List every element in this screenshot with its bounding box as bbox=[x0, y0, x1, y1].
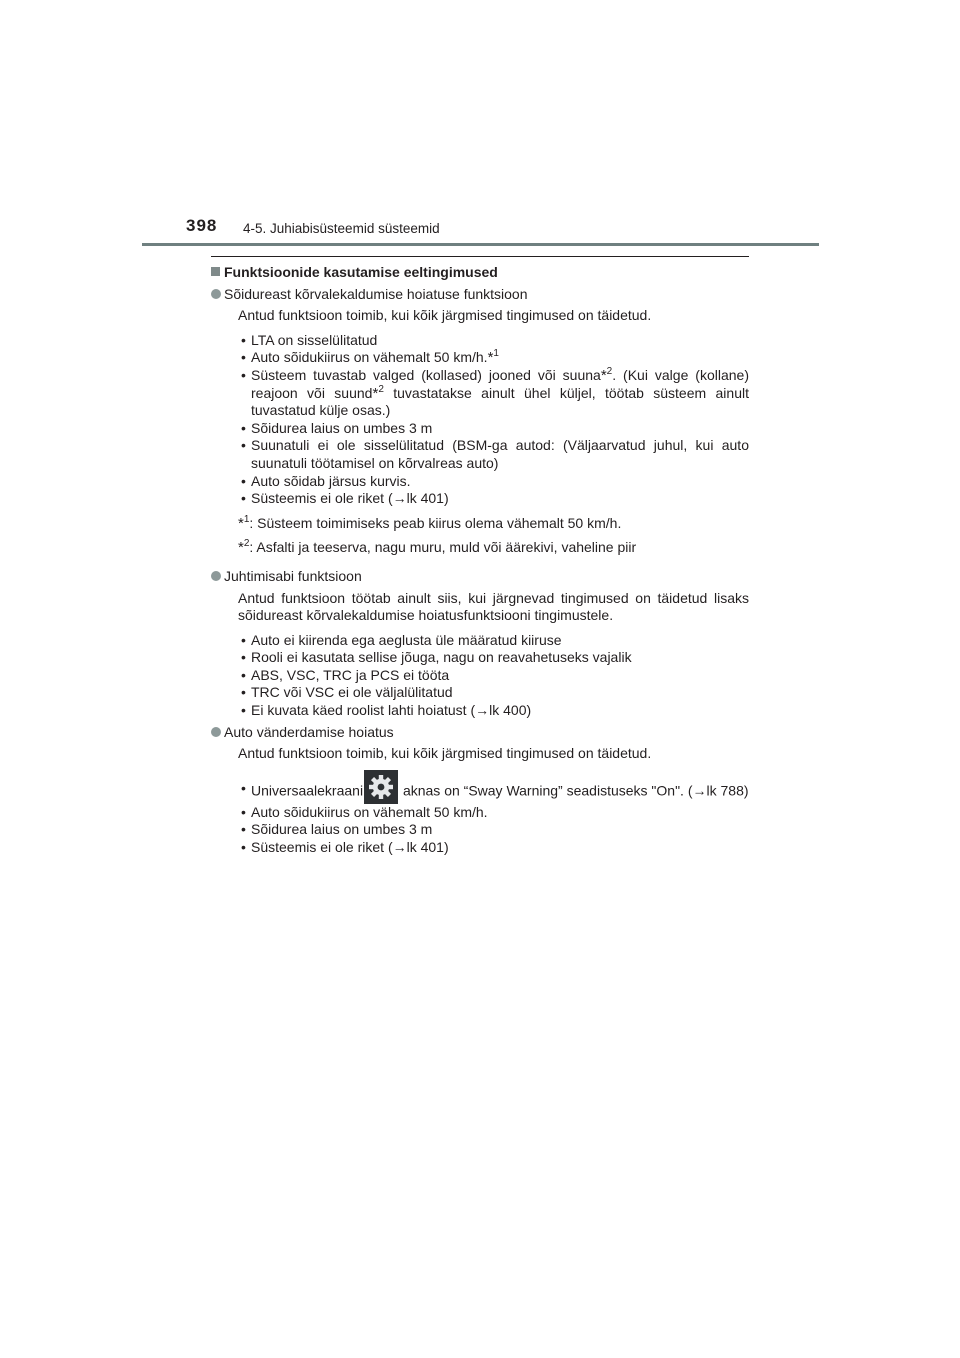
arrow-icon: → bbox=[475, 702, 490, 719]
arrow-icon: → bbox=[392, 490, 407, 507]
gear-icon bbox=[364, 770, 398, 804]
list-item: • Auto sõidukiirus on vähemalt 50 km/h.*$^1$ bbox=[238, 349, 749, 367]
arrow-icon: → bbox=[392, 839, 407, 856]
page-reference: lk 400) bbox=[489, 702, 532, 719]
list-item: • Suunatuli ei ole sisselülitatud (BSM-ga autod: (Väljaarvatud juhul, kui auto suunatuli töötamisel on kõrvalreas auto) bbox=[238, 437, 749, 472]
square-bullet-icon bbox=[211, 267, 220, 276]
list-item: • Auto sõidab järsus kurvis. bbox=[238, 473, 749, 491]
list-item: • ABS, VSC, TRC ja PCS ei tööta bbox=[238, 667, 749, 685]
subsection-sway-warning bbox=[211, 724, 749, 742]
heading-text: Funktsioonide kasutamise eeltingimused bbox=[224, 264, 498, 280]
section-title: 4-5. Juhiabisüsteemid süsteemid bbox=[243, 221, 440, 236]
subsection-title: Sõidureast kõrvalekaldumise hoiatuse funktsioon bbox=[224, 285, 528, 302]
subsection-intro: Antud funktsioon toimib, kui kõik järgmised tingimused on täidetud. bbox=[238, 745, 652, 762]
circle-bullet-icon bbox=[211, 289, 221, 299]
list-item: • TRC või VSC ei ole väljalülitatud bbox=[238, 684, 749, 702]
subsection-title: Juhtimisabi funktsioon bbox=[224, 567, 362, 584]
list-item: • Sõidurea laius on umbes 3 m bbox=[238, 821, 749, 839]
list-item: • Süsteemis ei ole riket (→lk 401) bbox=[238, 490, 749, 508]
page-number: 398 bbox=[186, 216, 218, 235]
section-heading bbox=[211, 264, 749, 282]
page-reference: lk 788) bbox=[706, 782, 749, 799]
list-item: • Rooli ei kasutata sellise jõuga, nagu on reavahetuseks vajalik bbox=[238, 649, 749, 667]
page-content bbox=[211, 256, 749, 857]
list-item: • Süsteem tuvastab valged (kollased) jooned või suuna*$^2$. (Kui valge (kollane) reajoon või suund*$^2$ tuvastatakse ainult ühel küljel, töötab süsteem ainult tuvastatud külje osas.) bbox=[238, 367, 749, 420]
subsection-lane-departure bbox=[211, 286, 749, 304]
list-item: • LTA on sisselülitatud bbox=[238, 332, 749, 350]
list-item: • Auto sõidukiirus on vähemalt 50 km/h. bbox=[238, 804, 749, 822]
subsection-intro: Antud funktsioon toimib, kui kõik järgmised tingimused on täidetud. bbox=[238, 307, 652, 324]
circle-bullet-icon bbox=[211, 727, 221, 737]
content-divider bbox=[211, 256, 749, 257]
subsection-steering-assist bbox=[211, 568, 749, 586]
condition-list bbox=[238, 632, 749, 720]
footnote-2: *$^2$: Asfalti ja teeserva, nagu muru, muld või äärekivi, vaheline piir bbox=[238, 538, 637, 557]
list-item: • Ei kuvata käed roolist lahti hoiatust (→lk 400) bbox=[238, 702, 749, 720]
list-item: • Auto ei kiirenda ega aeglusta üle määratud kiiruse bbox=[238, 632, 749, 650]
condition-list bbox=[238, 780, 749, 857]
subsection-title: Auto vänderdamise hoiatus bbox=[224, 723, 394, 740]
circle-bullet-icon bbox=[211, 571, 221, 581]
condition-list bbox=[238, 332, 749, 508]
header-divider bbox=[142, 243, 819, 246]
list-item: • Universaalekraani aknas on “Sway Warning” seadistuseks "On". (→lk 788) bbox=[238, 780, 749, 804]
footnote-1: *$^1$: Süsteem toimimiseks peab kiirus olema vähemalt 50 km/h. bbox=[238, 513, 622, 532]
page-header bbox=[0, 0, 960, 250]
page-reference: lk 401) bbox=[406, 490, 449, 507]
subsection-intro: Antud funktsioon töötab ainult siis, kui järgnevad tingimused on täidetud lisaks sõidureast kõrvalekaldumise hoiatusfunktsiooni tingimustele. bbox=[238, 589, 749, 624]
list-item: • Sõidurea laius on umbes 3 m bbox=[238, 420, 749, 438]
arrow-icon: → bbox=[692, 782, 707, 799]
page-reference: lk 401) bbox=[406, 839, 449, 856]
list-item: • Süsteemis ei ole riket (→lk 401) bbox=[238, 839, 749, 857]
